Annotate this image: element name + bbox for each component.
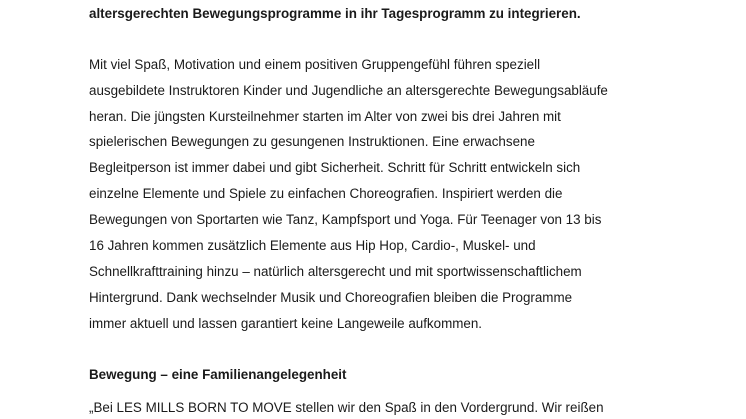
paragraph-line: 16 Jahren kommen zusätzlich Elemente aus Hip Hop, Cardio-, Muskel- und (89, 238, 536, 253)
paragraph-line: Bewegungen von Sportarten wie Tanz, Kampfsport und Yoga. Für Teenager von 13 bis (89, 212, 602, 227)
section-heading: Bewegung – eine Familienangelegenheit (89, 367, 347, 382)
paragraph-line: heran. Die jüngsten Kursteilnehmer starten im Alter von zwei bis drei Jahren mit (89, 109, 561, 124)
intro-bold-line: altersgerechten Bewegungsprogramme in ihr Tagesprogramm zu integrieren. (89, 6, 581, 21)
paragraph-line: immer aktuell und lassen garantiert keine Langeweile aufkommen. (89, 316, 483, 331)
section-first-line: „Bei LES MILLS BORN TO MOVE stellen wir den Spaß in den Vordergrund. Wir reißen (89, 400, 604, 415)
paragraph-line: Hintergrund. Dank wechselnder Musik und Choreografien bleiben die Programme (89, 290, 573, 305)
paragraph-line: Mit viel Spaß, Motivation und einem positiven Gruppengefühl führen speziell (89, 57, 541, 72)
paragraph-line: spielerischen Bewegungen zu gesungenen Instruktionen. Eine erwachsene (89, 134, 535, 149)
paragraph-line: einzelne Elemente und Spiele zu einfachen Choreografien. Inspiriert werden die (89, 186, 563, 201)
paragraph-line: ausgebildete Instruktoren Kinder und Jugendliche an altersgerechte Bewegungsabläufe (89, 83, 608, 98)
paragraph-line: Schnellkrafttraining hinzu – natürlich altersgerecht und mit sportwissenschaftlichem (89, 264, 582, 279)
paragraph-line: Begleitperson ist immer dabei und gibt Sicherheit. Schritt für Schritt entwickeln sich (89, 160, 581, 175)
